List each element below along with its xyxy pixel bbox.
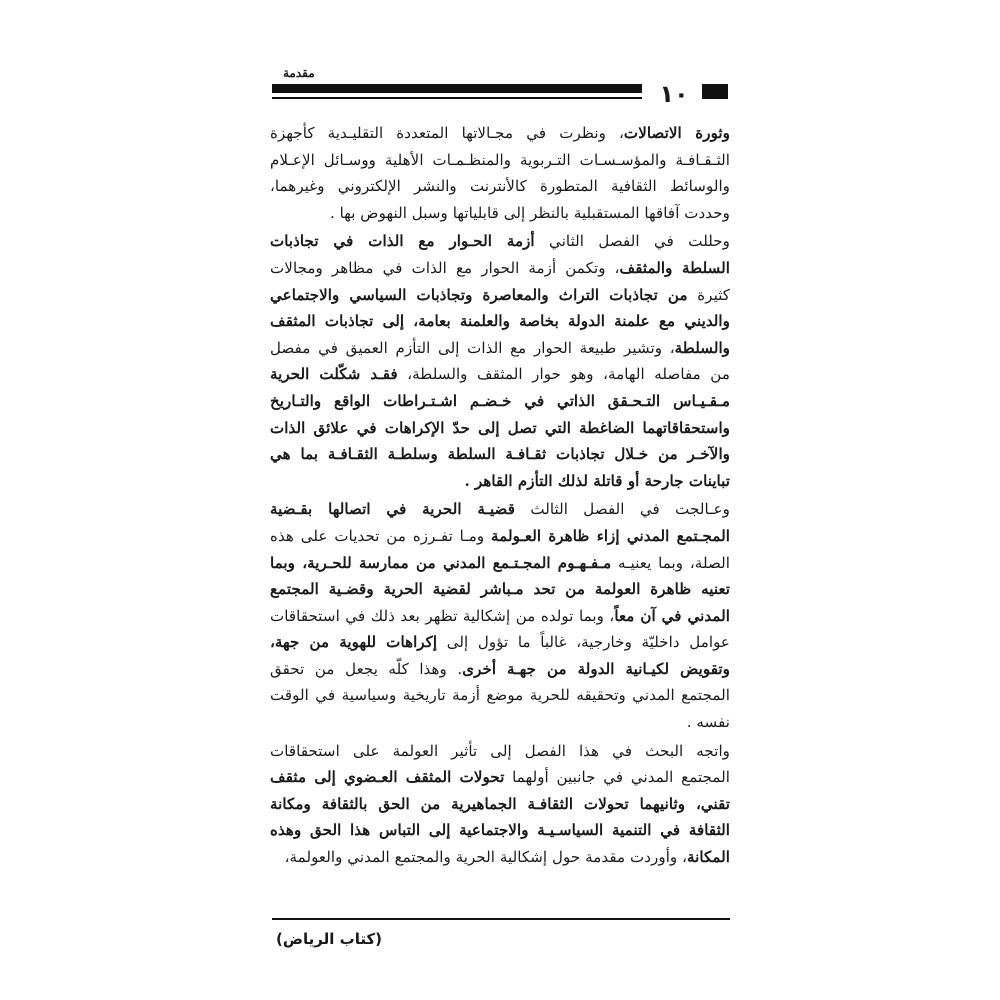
text-line [270, 200, 730, 227]
text-span: الصلة، وبما يعنيـه [611, 553, 730, 572]
text-line [270, 791, 730, 818]
text-line [270, 764, 730, 791]
bold-span: مـفـهـوم المجـتـمع المدني من ممارسة للحـرية، وبما [270, 553, 612, 572]
footer-rule [272, 918, 730, 920]
text-line [270, 656, 730, 683]
text-line [270, 603, 730, 630]
text-line [270, 308, 730, 335]
bold-span: السلطة والمثقف [619, 258, 730, 277]
bold-span: والآخـر من خـلال تجاذبات ثقـافـة السلطة وسلطـة الثقـافـة بما هي [270, 445, 730, 464]
running-header-section: مقدمة [283, 66, 315, 80]
body-text [270, 120, 730, 871]
bold-span: المكانة [686, 848, 730, 867]
text-span: ، وأوردت مقدمة حول إشكالية الحرية والمجتمع المدني والعولمة، [284, 848, 687, 867]
footer-book-title: (كتاب الرياض) [276, 930, 383, 948]
text-line [270, 173, 730, 200]
bold-span: تباينات جارحة أو قاتلة لذلك التأزم القاهر . [464, 471, 730, 490]
bold-span: تقني، وثانيهما تحولات الثقافـة الجماهيرية من الحق بالثقافة ومكانة [270, 794, 730, 813]
text-span: ، ونظرت في مجـالاتها المتعددة التقليـدية كأجهزة [270, 124, 624, 142]
text-span: ، وبما تولده من إشكالية تظهر بعد ذلك في استحقاقات [270, 606, 615, 625]
text-line [270, 120, 730, 147]
text-span: ، وتشير طبيعة الحوار مع الذات إلى التأزم العميق في مفصل [270, 338, 675, 357]
text-line [270, 523, 730, 550]
bold-span: فقـد شكّلت الحرية [270, 365, 398, 384]
text-span: . وهذا كلّه يجعل من تحقق [270, 659, 463, 678]
bold-span: تحولات المثقف العـضوي إلى مثقف [270, 768, 505, 787]
text-line [270, 388, 730, 415]
header-rule [272, 84, 642, 99]
bold-span: المجـتمع المدني إزاء ظاهرة العـولمة [491, 526, 730, 545]
bold-span: والديني مع علمنة الدولة بخاصة والعلمنة بعامة، إلى تجاذبات المثقف [270, 312, 730, 331]
text-line [270, 415, 730, 442]
bold-span: أزمة الحـوار مع الذات في تجاذبات [270, 232, 535, 251]
text-line [270, 361, 730, 388]
text-line [270, 282, 730, 309]
text-line [270, 629, 730, 656]
text-line [270, 147, 730, 174]
bold-span: المدني في آن معاً [614, 606, 730, 625]
text-line [270, 228, 730, 255]
text-line [270, 576, 730, 603]
text-span: واتجه البحث في هذا الفصل إلى تأثير العولمة على استحقاقات [270, 741, 730, 760]
text-line [270, 441, 730, 468]
text-line [270, 550, 730, 577]
text-line [270, 255, 730, 282]
text-line [270, 335, 730, 362]
bold-span: وتقويض لكيـانية الدولة من جهـة أخرى [462, 659, 730, 678]
text-line [270, 844, 730, 871]
text-span: من مفاصله الهامة، وهو حوار المثقف والسلطة، [397, 365, 730, 384]
text-span: الثـقـافـة والمؤسـسـات التـربوية والمنظـمـات الأهلية ووسـائل الإعـلام [270, 150, 730, 169]
text-line [270, 468, 730, 495]
bold-span: واستحقاقاتهما الضاغطة التي تصل إلى حدّ الإكراهات في علائق الذات [270, 418, 730, 437]
text-span: ، وتكمن أزمة الحوار مع الذات في مظاهر ومجالات [270, 258, 620, 277]
text-span: المجتمع المدني وتحقيقه للحرية موضع أزمة تاريخية وسياسية في الوقت [270, 686, 730, 705]
text-span: وحددت آفاقها المستقبلية بالنظر إلى قابلياتها وسبل النهوض بها . [329, 203, 730, 222]
text-span: المجتمع المدني في جانبين أولهما [504, 768, 730, 787]
bold-span: إكراهات للهوية من جهة، [270, 633, 438, 652]
header-tab [702, 84, 728, 99]
bold-span: الثقافة في التنمية السياسـيـة والاجتماعية إلى التباس هذا الحق وهذه [270, 821, 730, 840]
text-span: نفسه . [686, 713, 730, 732]
text-span: ومـا تفـرزه من تحديات على هذه [270, 526, 492, 545]
text-line [270, 709, 730, 736]
bold-span: قضيـة الحرية في اتصالها بقـضية [270, 500, 515, 519]
text-span: عوامل داخليّة وخارجية، غالباً ما تؤول إلى [437, 633, 730, 652]
text-line [270, 817, 730, 844]
page-number: ١٠ [659, 80, 689, 108]
text-span: كثيرة [687, 285, 730, 304]
bold-span: والسلطة [674, 338, 730, 357]
text-line [270, 682, 730, 709]
text-line [270, 738, 730, 765]
text-span: وحللت في الفصل الثاني [534, 232, 730, 251]
text-line [270, 496, 730, 523]
text-span: وعـالجت في الفصل الثالث [514, 500, 730, 519]
bold-span: من تجاذبات التراث والمعاصرة وتجاذبات السياسي والاجتماعي [270, 285, 688, 304]
bold-span: تعنيه ظاهرة العولمة من تحد مـباشر لقضية الحرية وقضـية المجتمع [270, 580, 730, 599]
text-span: والوسائط الثقافية المتطورة كالأنترنت والنشر الإلكتروني وغيرهما، [270, 177, 730, 196]
bold-span: مـقـيـاس التـحـقق الذاتي في خـضـم اشـتـراطات الواقع والتـاريخ [270, 391, 730, 410]
bold-span: وثورة الاتصالات [623, 124, 730, 142]
